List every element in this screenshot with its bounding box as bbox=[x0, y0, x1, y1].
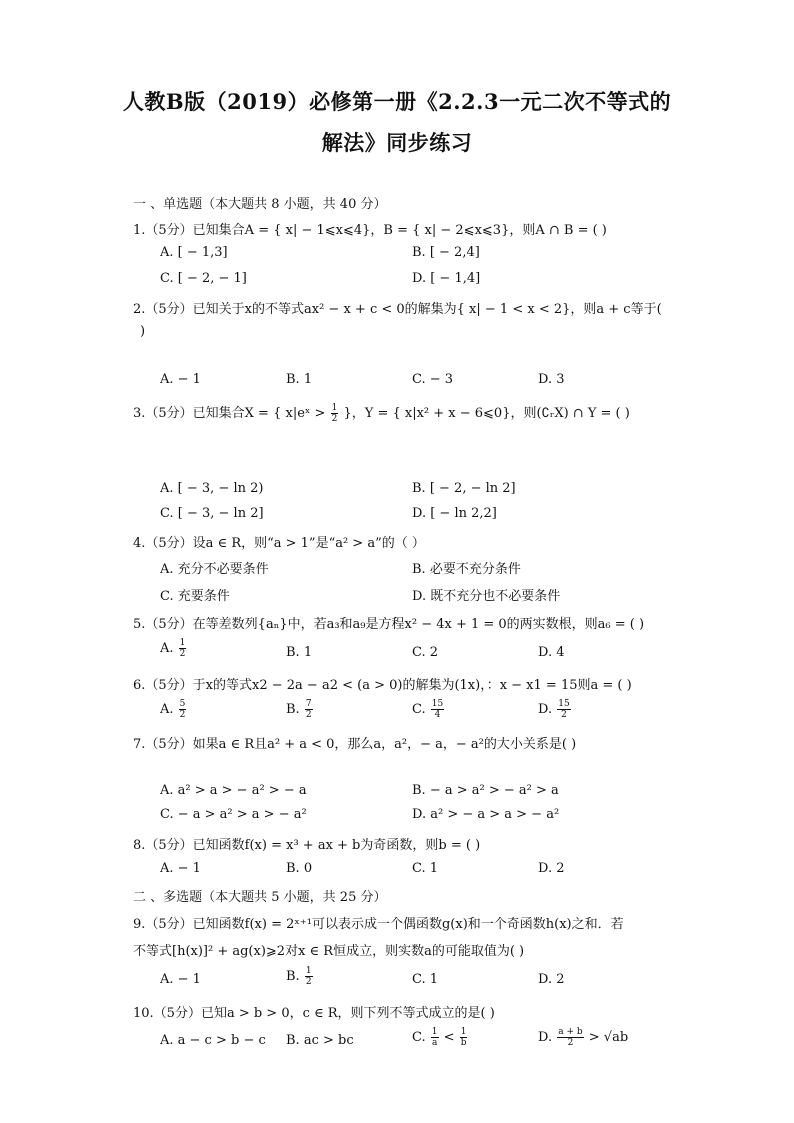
question-10-option-d-tail: > √ab bbox=[588, 1030, 629, 1045]
question-3-option-b: B. [ − 2, − ln 2] bbox=[412, 481, 516, 496]
question-10-option-c-label: C. bbox=[412, 1030, 426, 1045]
question-10-option-d-fraction: $\frac{a + b}{2}$ bbox=[558, 1027, 583, 1048]
question-8-stem: 8.（5分）已知函数f(x) = x³ + ax + b为奇函数，则b = ( ) bbox=[133, 838, 481, 853]
question-4-stem: 4.（5分）设a ∈ R，则“a > 1”是“a² > a”的（ ） bbox=[133, 536, 425, 551]
question-4-option-b: B. 必要不充分条件 bbox=[412, 562, 521, 577]
question-8-option-c: C. 1 bbox=[412, 861, 439, 876]
question-10-option-b: B. ac > bc bbox=[286, 1033, 354, 1048]
question-6-option-b-label: B. bbox=[286, 702, 300, 717]
question-5-stem: 5.（5分）在等差数列{aₙ}中，若a₃和a₉是方程x² − 4x + 1 = 0的两实数根，则a₆ = ( ) bbox=[133, 617, 645, 632]
question-5-option-a bbox=[160, 638, 187, 659]
question-9-option-a: A. − 1 bbox=[160, 972, 201, 987]
question-3-stem bbox=[133, 402, 630, 424]
question-3-stem-part1: 3.（5分）已知集合X = { x|eˣ > bbox=[133, 406, 326, 421]
question-3-option-c: C. [ − 3, − ln 2] bbox=[160, 506, 264, 521]
question-9-option-b-fraction: $\frac{1}{2}$ bbox=[305, 966, 312, 987]
question-3-stem-part2: }，Y = { x|x² + x − 6⩽0}，则(∁ᵣX) ∩ Y = ( ) bbox=[343, 406, 630, 421]
question-10-option-c-fraction-1: $\frac{1}{a}$ bbox=[431, 1027, 438, 1048]
question-5-option-b: B. 1 bbox=[286, 645, 313, 660]
question-6-option-c-label: C. bbox=[412, 702, 426, 717]
question-8-option-a: A. − 1 bbox=[160, 861, 201, 876]
question-6-option-a-fraction: $\frac{5}{2}$ bbox=[179, 699, 186, 720]
question-6-option-d-label: D. bbox=[538, 702, 553, 717]
question-5-option-a-fraction: $\frac{1}{2}$ bbox=[179, 638, 186, 659]
question-3-fraction: $\frac{1}{2}$ bbox=[331, 403, 338, 424]
question-10-option-d-label: D. bbox=[538, 1030, 553, 1045]
question-1-option-b: B. [ − 2,4] bbox=[412, 245, 480, 260]
question-6-option-a bbox=[160, 699, 187, 720]
question-2-option-b: B. 1 bbox=[286, 372, 313, 387]
question-10-option-d bbox=[538, 1027, 628, 1048]
page-title-line1: 人教B版（2019）必修第一册《2.2.3一元二次不等式的 bbox=[122, 89, 672, 114]
question-4-option-a: A. 充分不必要条件 bbox=[160, 562, 269, 577]
question-4-option-d: D. 既不充分也不必要条件 bbox=[412, 589, 561, 604]
question-9-option-b-label: B. bbox=[286, 969, 300, 984]
question-5-option-c: C. 2 bbox=[412, 645, 439, 660]
page-title-line2: 解法》同步练习 bbox=[321, 130, 473, 155]
question-6-option-a-label: A. bbox=[160, 702, 174, 717]
question-2-stem: 2.（5分）已知关于x的不等式ax² − x + c < 0的解集为{ x| − 1 < x < 2}，则a + c等于( bbox=[133, 302, 662, 317]
question-6-option-b-fraction: $\frac{7}{2}$ bbox=[305, 699, 312, 720]
question-1-option-d: D. [ − 1,4] bbox=[412, 271, 481, 286]
question-7-option-d: D. a² > − a > a > − a² bbox=[412, 807, 560, 822]
question-6-option-d bbox=[538, 699, 572, 720]
section-heading-single-choice: 一 、单选题（本大题共 8 小题，共 40 分） bbox=[133, 197, 387, 212]
question-7-option-c: C. − a > a² > a > − a² bbox=[160, 807, 307, 822]
question-9-option-b bbox=[286, 966, 314, 987]
question-10-option-a: A. a − c > b − c bbox=[160, 1033, 266, 1048]
question-2-option-c: C. − 3 bbox=[412, 372, 454, 387]
question-2-option-d: D. 3 bbox=[538, 372, 565, 387]
question-1-option-c: C. [ − 2, − 1] bbox=[160, 271, 247, 286]
question-2-option-a: A. − 1 bbox=[160, 372, 201, 387]
question-3-option-a: A. [ − 3, − ln 2) bbox=[160, 481, 264, 496]
question-10-option-c-fraction-2: $\frac{1}{b}$ bbox=[460, 1027, 467, 1048]
question-5-option-d: D. 4 bbox=[538, 645, 565, 660]
question-2-stem-cont: ) bbox=[140, 324, 146, 339]
question-1-option-a: A. [ − 1,3] bbox=[160, 245, 228, 260]
question-3-option-d: D. [ − ln 2,2] bbox=[412, 506, 497, 521]
question-10-stem: 10.（5分）已知a > b > 0，c ∈ R，则下列不等式成立的是( ) bbox=[133, 1006, 495, 1021]
question-6-stem: 6.（5分）于x的等式x2 − 2a − a2 < (a > 0)的解集为(1x)，：x − x1 = 15则a = ( ) bbox=[133, 678, 632, 693]
question-6-option-b bbox=[286, 699, 314, 720]
section-heading-multiple-choice: 二 、多选题（本大题共 5 小题，共 25 分） bbox=[133, 890, 387, 905]
question-6-option-d-fraction: $\frac{15}{2}$ bbox=[558, 699, 570, 720]
question-1-stem: 1.（5分）已知集合A = { x| − 1⩽x⩽4}，B = { x| − 2⩽x⩽3}，则A ∩ B = ( ) bbox=[133, 223, 607, 238]
question-6-option-c bbox=[412, 699, 445, 720]
question-7-option-a: A. a² > a > − a² > − a bbox=[160, 783, 307, 798]
question-9-stem-cont: 不等式[h(x)]² + ag(x)⩾2对x ∈ R恒成立，则实数a的可能取值为( ) bbox=[133, 944, 525, 959]
question-10-option-c bbox=[412, 1027, 468, 1048]
question-4-option-c: C. 充要条件 bbox=[160, 589, 230, 604]
question-7-option-b: B. − a > a² > − a² > a bbox=[412, 783, 559, 798]
question-6-option-c-fraction: $\frac{15}{4}$ bbox=[431, 699, 444, 720]
question-10-option-c-less-than: < bbox=[443, 1030, 455, 1045]
question-9-option-d: D. 2 bbox=[538, 972, 565, 987]
question-7-stem: 7.（5分）如果a ∈ R且a² + a < 0，那么a，a²，− a，− a²的大小关系是( ) bbox=[133, 737, 577, 752]
question-8-option-d: D. 2 bbox=[538, 861, 565, 876]
question-9-stem: 9.（5分）已知函数f(x) = 2ˣ⁺¹可以表示成一个偶函数g(x)和一个奇函数h(x)之和．若 bbox=[133, 917, 624, 932]
question-9-option-c: C. 1 bbox=[412, 972, 439, 987]
question-8-option-b: B. 0 bbox=[286, 861, 313, 876]
question-5-option-a-label: A. bbox=[160, 641, 174, 656]
